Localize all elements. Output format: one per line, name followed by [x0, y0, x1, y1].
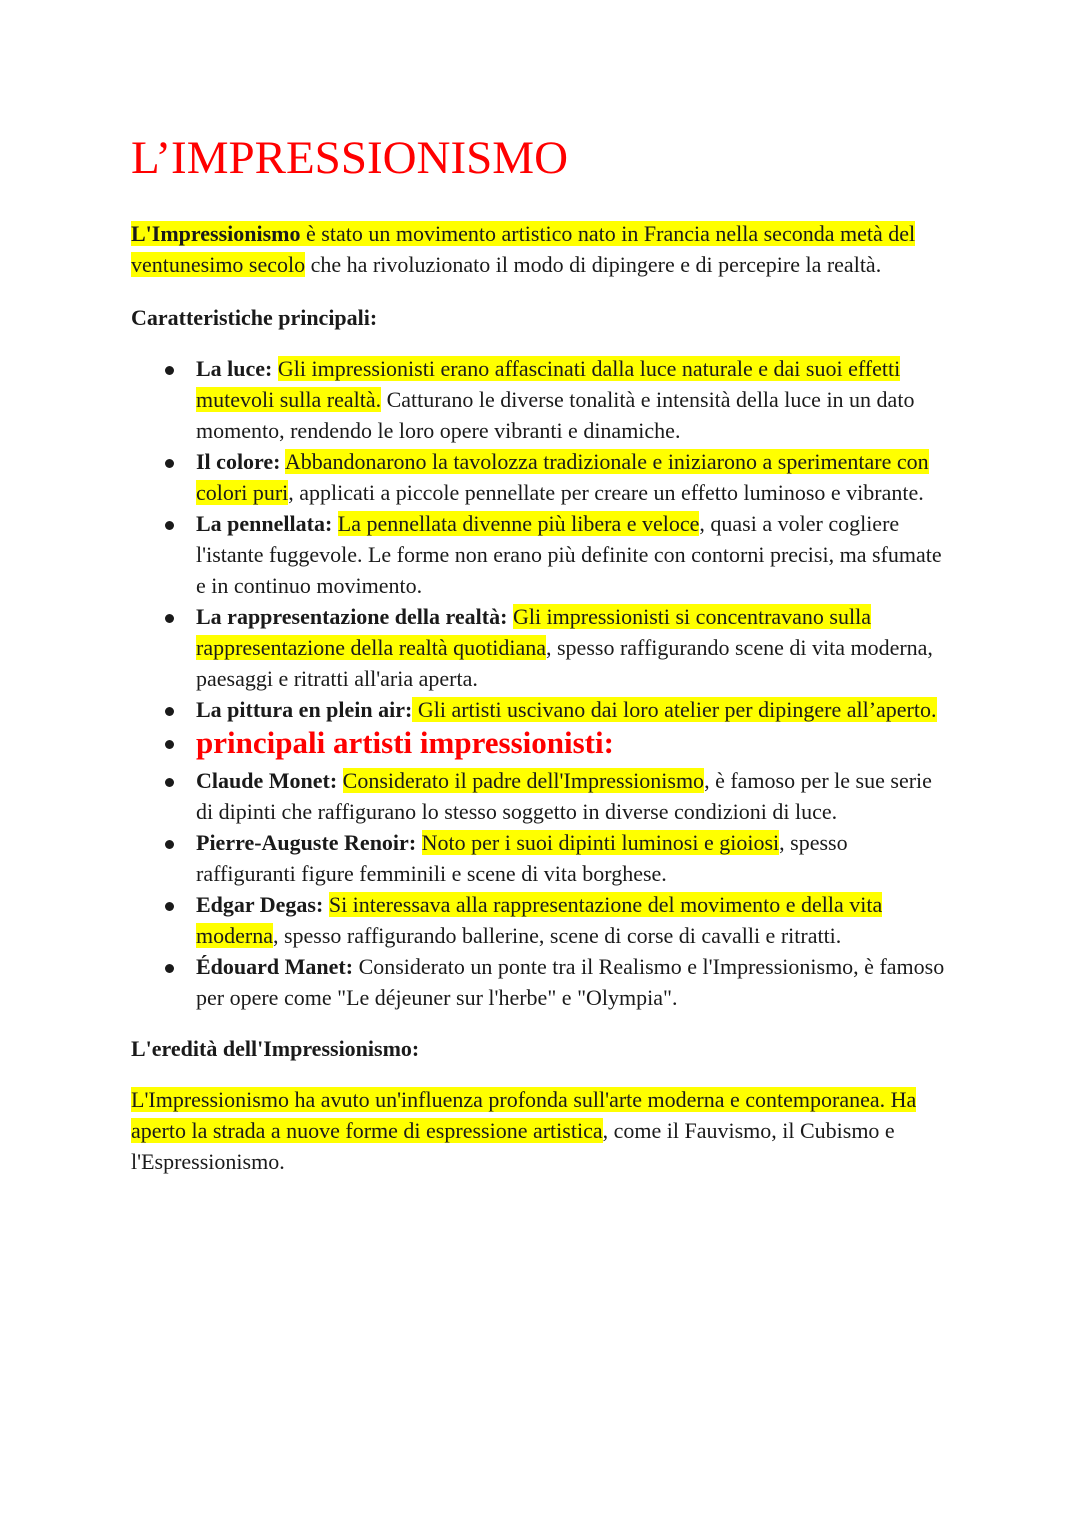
- bullet-icon: [165, 459, 174, 468]
- legacy-rest: , come il Fauvismo, il Cubismo e l'Espressionismo.: [131, 1118, 895, 1174]
- list-item-rappresentazione: [131, 601, 950, 694]
- item-rest: , applicati a piccole pennellate per creare un effetto luminoso e vibrante.: [288, 480, 924, 505]
- legacy-heading: L'eredità dell'Impressionismo:: [131, 1036, 420, 1061]
- item-label: La luce:: [196, 356, 273, 381]
- item-rest: , è famoso per le sue serie di dipinti che raffigurano lo stesso soggetto in diverse condizioni di luce.: [196, 768, 932, 824]
- bullet-icon: [165, 740, 174, 749]
- item-highlight: Noto per i suoi dipinti luminosi e gioiosi: [421, 830, 780, 855]
- item-highlight: Si interessava alla rappresentazione del movimento e della vita moderna: [196, 892, 883, 948]
- legacy-highlight: L'Impressionismo ha avuto un'influenza profonda sull'arte moderna e contemporanea. Ha aperto la strada a nuove forme di espressione artistica: [131, 1087, 917, 1143]
- item-highlight: Gli impressionisti si concentravano sulla rappresentazione della realtà quotidiana: [196, 604, 871, 660]
- intro-rest-text: che ha rivoluzionato il modo di dipingere e di percepire la realtà.: [305, 252, 882, 277]
- main-list: [131, 353, 950, 1013]
- list-item-manet: [131, 951, 950, 1013]
- item-highlight: Abbandonarono la tavolozza tradizionale e iniziarono a sperimentare con colori puri: [196, 449, 929, 505]
- bullet-icon: [165, 778, 174, 787]
- bullet-icon: [165, 521, 174, 530]
- item-label: Edgar Degas:: [196, 892, 324, 917]
- item-highlight: Gli impressionisti erano affascinati dalla luce naturale e dai suoi effetti mutevoli sulla realtà.: [196, 356, 901, 412]
- item-highlight: La pennellata divenne più libera e veloce: [337, 511, 700, 536]
- list-item-renoir: [131, 827, 950, 889]
- item-rest: , spesso raffigurando scene di vita moderna, paesaggi e ritratti all'aria aperta.: [196, 635, 933, 691]
- characteristics-heading: Caratteristiche principali:: [131, 305, 378, 330]
- item-label: La pittura en plein air:: [196, 697, 413, 722]
- item-label: La rappresentazione della realtà:: [196, 604, 508, 629]
- item-label: Il colore:: [196, 449, 281, 474]
- bullet-icon: [165, 840, 174, 849]
- item-label: Claude Monet:: [196, 768, 338, 793]
- item-rest: Catturano le diverse tonalità e intensità della luce in un dato momento, rendendo le loro opere vibranti e dinamiche.: [196, 387, 915, 443]
- item-label: La pennellata:: [196, 511, 333, 536]
- list-item-degas: [131, 889, 950, 951]
- item-highlight-text: Gli artisti uscivano dai loro atelier per dipingere all’aperto.: [417, 697, 937, 722]
- item-rest: , spesso raffiguranti figure femminili e scene di vita borghese.: [196, 830, 848, 886]
- item-highlight: Considerato il padre dell'Impressionismo: [342, 768, 705, 793]
- intro-highlight-text: è stato un movimento artistico nato in Francia nella seconda metà del ventunesimo secolo: [131, 221, 916, 277]
- intro-bold-term: L'Impressionismo: [131, 221, 301, 246]
- item-rest: , spesso raffigurando ballerine, scene di corse di cavalli e ritratti.: [272, 923, 842, 948]
- list-item-monet: [131, 765, 950, 827]
- bullet-icon: [165, 964, 174, 973]
- list-item-pennellata: [131, 508, 950, 601]
- page-title: L’IMPRESSIONISMO: [131, 132, 569, 184]
- list-item-colore: [131, 446, 950, 508]
- bullet-icon: [165, 707, 174, 716]
- artists-heading-item: [131, 721, 950, 765]
- artists-heading: principali artisti impressionisti:: [196, 725, 614, 760]
- item-rest: , quasi a voler cogliere l'istante fuggevole. Le forme non erano più definite con contorni precisi, ma sfumate e in continuo movimento.: [196, 511, 942, 598]
- item-rest: Considerato un ponte tra il Realismo e l'Impressionismo, è famoso per opere come "Le déjeuner sur l'herbe" e "Olympia".: [196, 954, 945, 1010]
- bullet-icon: [165, 902, 174, 911]
- item-highlight: [412, 697, 936, 722]
- bullet-icon: [165, 366, 174, 375]
- list-item-luce: [131, 353, 950, 446]
- intro-paragraph: [131, 218, 950, 280]
- item-label: Pierre-Auguste Renoir:: [196, 830, 417, 855]
- item-label: Édouard Manet:: [196, 954, 354, 979]
- bullet-icon: [165, 614, 174, 623]
- legacy-paragraph: [131, 1084, 950, 1177]
